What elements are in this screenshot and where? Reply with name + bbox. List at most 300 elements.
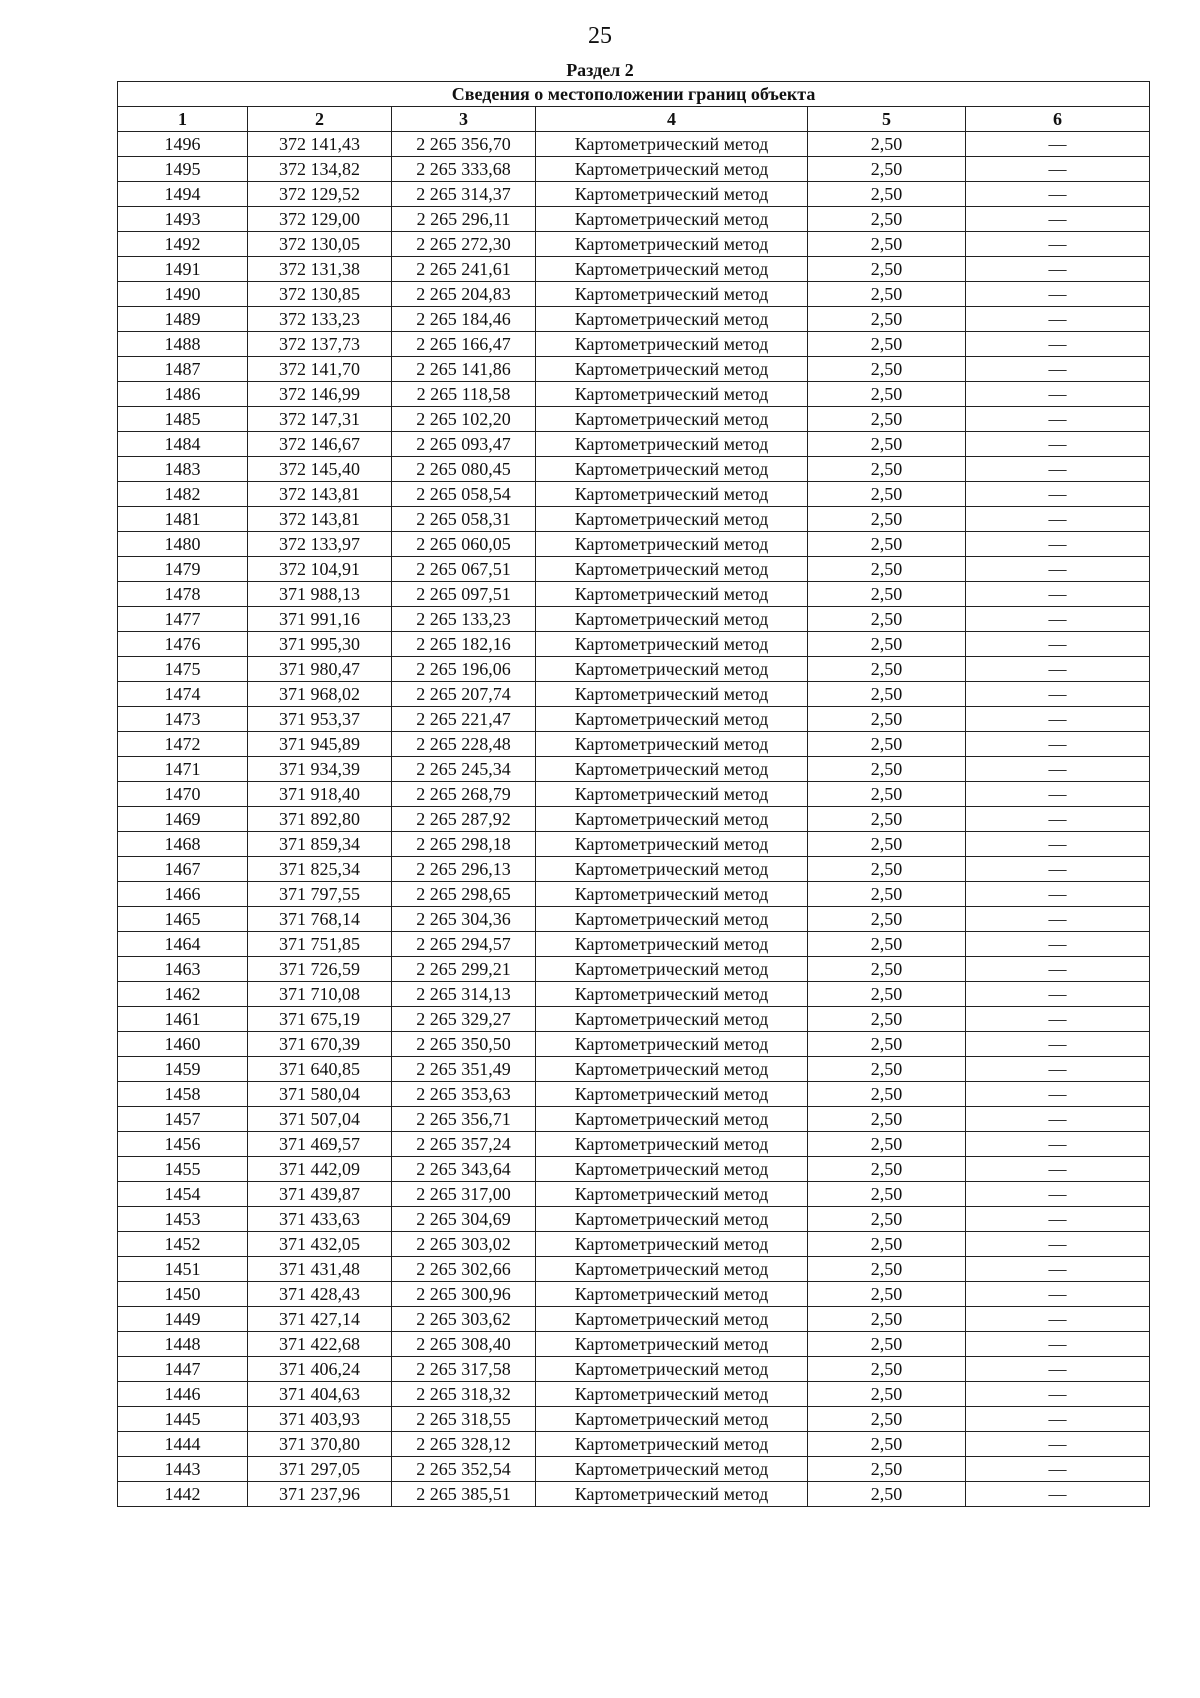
- x-coordinate-cell: 371 710,08: [248, 982, 392, 1007]
- boundary-coordinates-table: [117, 81, 1150, 1507]
- point-number-cell: 1453: [118, 1207, 248, 1232]
- table-row: [118, 382, 1150, 407]
- point-number-cell: 1489: [118, 307, 248, 332]
- table-row: [118, 232, 1150, 257]
- y-coordinate-cell: 2 265 299,21: [392, 957, 536, 982]
- point-number-cell: 1474: [118, 682, 248, 707]
- accuracy-cell: 2,50: [808, 1057, 966, 1082]
- table-row: [118, 1482, 1150, 1507]
- y-coordinate-cell: 2 265 303,62: [392, 1307, 536, 1332]
- note-cell: —: [966, 307, 1150, 332]
- x-coordinate-cell: 371 995,30: [248, 632, 392, 657]
- y-coordinate-cell: 2 265 294,57: [392, 932, 536, 957]
- table-row: [118, 1182, 1150, 1207]
- method-cell: Картометрический метод: [536, 232, 808, 257]
- method-cell: Картометрический метод: [536, 657, 808, 682]
- y-coordinate-cell: 2 265 318,32: [392, 1382, 536, 1407]
- table-row: [118, 957, 1150, 982]
- note-cell: —: [966, 1382, 1150, 1407]
- accuracy-cell: 2,50: [808, 1207, 966, 1232]
- table-row: [118, 1207, 1150, 1232]
- accuracy-cell: 2,50: [808, 1007, 966, 1032]
- point-number-cell: 1457: [118, 1107, 248, 1132]
- note-cell: —: [966, 282, 1150, 307]
- table-row: [118, 707, 1150, 732]
- y-coordinate-cell: 2 265 308,40: [392, 1332, 536, 1357]
- y-coordinate-cell: 2 265 385,51: [392, 1482, 536, 1507]
- method-cell: Картометрический метод: [536, 732, 808, 757]
- table-row: [118, 207, 1150, 232]
- y-coordinate-cell: 2 265 118,58: [392, 382, 536, 407]
- x-coordinate-cell: 372 145,40: [248, 457, 392, 482]
- x-coordinate-cell: 371 934,39: [248, 757, 392, 782]
- x-coordinate-cell: 371 945,89: [248, 732, 392, 757]
- column-header: 1: [118, 107, 248, 132]
- accuracy-cell: 2,50: [808, 1407, 966, 1432]
- accuracy-cell: 2,50: [808, 557, 966, 582]
- table-row: [118, 1307, 1150, 1332]
- y-coordinate-cell: 2 265 196,06: [392, 657, 536, 682]
- accuracy-cell: 2,50: [808, 157, 966, 182]
- accuracy-cell: 2,50: [808, 1157, 966, 1182]
- x-coordinate-cell: 372 147,31: [248, 407, 392, 432]
- note-cell: —: [966, 682, 1150, 707]
- x-coordinate-cell: 371 404,63: [248, 1382, 392, 1407]
- note-cell: —: [966, 1007, 1150, 1032]
- note-cell: —: [966, 1332, 1150, 1357]
- point-number-cell: 1467: [118, 857, 248, 882]
- point-number-cell: 1472: [118, 732, 248, 757]
- note-cell: —: [966, 482, 1150, 507]
- y-coordinate-cell: 2 265 329,27: [392, 1007, 536, 1032]
- point-number-cell: 1442: [118, 1482, 248, 1507]
- column-header: 6: [966, 107, 1150, 132]
- accuracy-cell: 2,50: [808, 1482, 966, 1507]
- note-cell: —: [966, 557, 1150, 582]
- y-coordinate-cell: 2 265 333,68: [392, 157, 536, 182]
- y-coordinate-cell: 2 265 058,54: [392, 482, 536, 507]
- note-cell: —: [966, 982, 1150, 1007]
- y-coordinate-cell: 2 265 067,51: [392, 557, 536, 582]
- y-coordinate-cell: 2 265 351,49: [392, 1057, 536, 1082]
- accuracy-cell: 2,50: [808, 307, 966, 332]
- accuracy-cell: 2,50: [808, 1257, 966, 1282]
- note-cell: —: [966, 1157, 1150, 1182]
- x-coordinate-cell: 371 797,55: [248, 882, 392, 907]
- note-cell: —: [966, 207, 1150, 232]
- table-row: [118, 1432, 1150, 1457]
- x-coordinate-cell: 371 427,14: [248, 1307, 392, 1332]
- note-cell: —: [966, 932, 1150, 957]
- column-number-row: [118, 107, 1150, 132]
- accuracy-cell: 2,50: [808, 382, 966, 407]
- y-coordinate-cell: 2 265 300,96: [392, 1282, 536, 1307]
- y-coordinate-cell: 2 265 350,50: [392, 1032, 536, 1057]
- accuracy-cell: 2,50: [808, 407, 966, 432]
- point-number-cell: 1465: [118, 907, 248, 932]
- x-coordinate-cell: 372 104,91: [248, 557, 392, 582]
- note-cell: —: [966, 707, 1150, 732]
- method-cell: Картометрический метод: [536, 432, 808, 457]
- method-cell: Картометрический метод: [536, 1082, 808, 1107]
- table-row: [118, 257, 1150, 282]
- accuracy-cell: 2,50: [808, 1182, 966, 1207]
- note-cell: —: [966, 1482, 1150, 1507]
- accuracy-cell: 2,50: [808, 207, 966, 232]
- point-number-cell: 1478: [118, 582, 248, 607]
- note-cell: —: [966, 632, 1150, 657]
- y-coordinate-cell: 2 265 141,86: [392, 357, 536, 382]
- table-row: [118, 632, 1150, 657]
- accuracy-cell: 2,50: [808, 432, 966, 457]
- x-coordinate-cell: 371 439,87: [248, 1182, 392, 1207]
- note-cell: —: [966, 1082, 1150, 1107]
- point-number-cell: 1471: [118, 757, 248, 782]
- method-cell: Картометрический метод: [536, 1332, 808, 1357]
- point-number-cell: 1446: [118, 1382, 248, 1407]
- note-cell: —: [966, 1107, 1150, 1132]
- y-coordinate-cell: 2 265 317,58: [392, 1357, 536, 1382]
- x-coordinate-cell: 371 370,80: [248, 1432, 392, 1457]
- point-number-cell: 1483: [118, 457, 248, 482]
- point-number-cell: 1450: [118, 1282, 248, 1307]
- table-row: [118, 1382, 1150, 1407]
- method-cell: Картометрический метод: [536, 682, 808, 707]
- y-coordinate-cell: 2 265 352,54: [392, 1457, 536, 1482]
- point-number-cell: 1460: [118, 1032, 248, 1057]
- method-cell: Картометрический метод: [536, 1457, 808, 1482]
- x-coordinate-cell: 372 143,81: [248, 482, 392, 507]
- method-cell: Картометрический метод: [536, 907, 808, 932]
- table-row: [118, 532, 1150, 557]
- y-coordinate-cell: 2 265 357,24: [392, 1132, 536, 1157]
- y-coordinate-cell: 2 265 058,31: [392, 507, 536, 532]
- point-number-cell: 1488: [118, 332, 248, 357]
- method-cell: Картометрический метод: [536, 207, 808, 232]
- y-coordinate-cell: 2 265 304,36: [392, 907, 536, 932]
- method-cell: Картометрический метод: [536, 582, 808, 607]
- table-row: [118, 1257, 1150, 1282]
- accuracy-cell: 2,50: [808, 632, 966, 657]
- y-coordinate-cell: 2 265 221,47: [392, 707, 536, 732]
- accuracy-cell: 2,50: [808, 1357, 966, 1382]
- method-cell: Картометрический метод: [536, 932, 808, 957]
- method-cell: Картометрический метод: [536, 1257, 808, 1282]
- point-number-cell: 1482: [118, 482, 248, 507]
- method-cell: Картометрический метод: [536, 382, 808, 407]
- accuracy-cell: 2,50: [808, 982, 966, 1007]
- table-row: [118, 657, 1150, 682]
- point-number-cell: 1490: [118, 282, 248, 307]
- accuracy-cell: 2,50: [808, 907, 966, 932]
- y-coordinate-cell: 2 265 298,18: [392, 832, 536, 857]
- point-number-cell: 1486: [118, 382, 248, 407]
- note-cell: —: [966, 532, 1150, 557]
- method-cell: Картометрический метод: [536, 1007, 808, 1032]
- x-coordinate-cell: 371 431,48: [248, 1257, 392, 1282]
- x-coordinate-cell: 371 422,68: [248, 1332, 392, 1357]
- x-coordinate-cell: 372 141,43: [248, 132, 392, 157]
- note-cell: —: [966, 957, 1150, 982]
- accuracy-cell: 2,50: [808, 1332, 966, 1357]
- y-coordinate-cell: 2 265 343,64: [392, 1157, 536, 1182]
- y-coordinate-cell: 2 265 268,79: [392, 782, 536, 807]
- x-coordinate-cell: 372 133,23: [248, 307, 392, 332]
- note-cell: —: [966, 857, 1150, 882]
- note-cell: —: [966, 907, 1150, 932]
- section-title: Раздел 2: [566, 60, 634, 80]
- accuracy-cell: 2,50: [808, 857, 966, 882]
- point-number-cell: 1445: [118, 1407, 248, 1432]
- x-coordinate-cell: 371 859,34: [248, 832, 392, 857]
- x-coordinate-cell: 371 968,02: [248, 682, 392, 707]
- method-cell: Картометрический метод: [536, 832, 808, 857]
- table-row: [118, 832, 1150, 857]
- accuracy-cell: 2,50: [808, 1107, 966, 1132]
- y-coordinate-cell: 2 265 060,05: [392, 532, 536, 557]
- method-cell: Картометрический метод: [536, 1107, 808, 1132]
- method-cell: Картометрический метод: [536, 632, 808, 657]
- y-coordinate-cell: 2 265 097,51: [392, 582, 536, 607]
- y-coordinate-cell: 2 265 102,20: [392, 407, 536, 432]
- accuracy-cell: 2,50: [808, 1307, 966, 1332]
- point-number-cell: 1476: [118, 632, 248, 657]
- table-row: [118, 1157, 1150, 1182]
- table-title-row: [118, 82, 1150, 107]
- table-row: [118, 1082, 1150, 1107]
- accuracy-cell: 2,50: [808, 532, 966, 557]
- method-cell: Картометрический метод: [536, 857, 808, 882]
- method-cell: Картометрический метод: [536, 807, 808, 832]
- method-cell: Картометрический метод: [536, 332, 808, 357]
- note-cell: —: [966, 732, 1150, 757]
- y-coordinate-cell: 2 265 245,34: [392, 757, 536, 782]
- note-cell: —: [966, 1457, 1150, 1482]
- note-cell: —: [966, 357, 1150, 382]
- note-cell: —: [966, 1257, 1150, 1282]
- note-cell: —: [966, 1407, 1150, 1432]
- point-number-cell: 1484: [118, 432, 248, 457]
- accuracy-cell: 2,50: [808, 507, 966, 532]
- point-number-cell: 1480: [118, 532, 248, 557]
- note-cell: —: [966, 757, 1150, 782]
- point-number-cell: 1456: [118, 1132, 248, 1157]
- note-cell: —: [966, 1232, 1150, 1257]
- point-number-cell: 1491: [118, 257, 248, 282]
- column-header: 2: [248, 107, 392, 132]
- accuracy-cell: 2,50: [808, 1032, 966, 1057]
- point-number-cell: 1479: [118, 557, 248, 582]
- method-cell: Картометрический метод: [536, 532, 808, 557]
- y-coordinate-cell: 2 265 287,92: [392, 807, 536, 832]
- x-coordinate-cell: 372 129,00: [248, 207, 392, 232]
- table-row: [118, 1032, 1150, 1057]
- note-cell: —: [966, 182, 1150, 207]
- table-row: [118, 882, 1150, 907]
- x-coordinate-cell: 371 507,04: [248, 1107, 392, 1132]
- accuracy-cell: 2,50: [808, 1232, 966, 1257]
- accuracy-cell: 2,50: [808, 882, 966, 907]
- method-cell: Картометрический метод: [536, 482, 808, 507]
- accuracy-cell: 2,50: [808, 782, 966, 807]
- accuracy-cell: 2,50: [808, 732, 966, 757]
- method-cell: Картометрический метод: [536, 982, 808, 1007]
- point-number-cell: 1449: [118, 1307, 248, 1332]
- x-coordinate-cell: 372 134,82: [248, 157, 392, 182]
- method-cell: Картометрический метод: [536, 1282, 808, 1307]
- method-cell: Картометрический метод: [536, 782, 808, 807]
- note-cell: —: [966, 607, 1150, 632]
- column-header: 3: [392, 107, 536, 132]
- accuracy-cell: 2,50: [808, 832, 966, 857]
- point-number-cell: 1443: [118, 1457, 248, 1482]
- method-cell: Картометрический метод: [536, 407, 808, 432]
- y-coordinate-cell: 2 265 093,47: [392, 432, 536, 457]
- note-cell: —: [966, 1357, 1150, 1382]
- method-cell: Картометрический метод: [536, 1432, 808, 1457]
- point-number-cell: 1464: [118, 932, 248, 957]
- x-coordinate-cell: 371 675,19: [248, 1007, 392, 1032]
- note-cell: —: [966, 157, 1150, 182]
- y-coordinate-cell: 2 265 304,69: [392, 1207, 536, 1232]
- x-coordinate-cell: 371 991,16: [248, 607, 392, 632]
- x-coordinate-cell: 372 133,97: [248, 532, 392, 557]
- table-title: Сведения о местоположении границ объекта: [118, 82, 1150, 107]
- table-row: [118, 1007, 1150, 1032]
- y-coordinate-cell: 2 265 228,48: [392, 732, 536, 757]
- point-number-cell: 1461: [118, 1007, 248, 1032]
- note-cell: —: [966, 1132, 1150, 1157]
- note-cell: —: [966, 832, 1150, 857]
- table-row: [118, 557, 1150, 582]
- y-coordinate-cell: 2 265 356,71: [392, 1107, 536, 1132]
- table-row: [118, 307, 1150, 332]
- method-cell: Картометрический метод: [536, 1232, 808, 1257]
- accuracy-cell: 2,50: [808, 607, 966, 632]
- x-coordinate-cell: 371 988,13: [248, 582, 392, 607]
- method-cell: Картометрический метод: [536, 1407, 808, 1432]
- note-cell: —: [966, 882, 1150, 907]
- x-coordinate-cell: 372 131,38: [248, 257, 392, 282]
- method-cell: Картометрический метод: [536, 507, 808, 532]
- table-row: [118, 332, 1150, 357]
- table-row: [118, 782, 1150, 807]
- accuracy-cell: 2,50: [808, 482, 966, 507]
- table-row: [118, 1407, 1150, 1432]
- method-cell: Картометрический метод: [536, 257, 808, 282]
- accuracy-cell: 2,50: [808, 1132, 966, 1157]
- table-row: [118, 1282, 1150, 1307]
- x-coordinate-cell: 371 768,14: [248, 907, 392, 932]
- x-coordinate-cell: 371 433,63: [248, 1207, 392, 1232]
- point-number-cell: 1477: [118, 607, 248, 632]
- point-number-cell: 1495: [118, 157, 248, 182]
- method-cell: Картометрический метод: [536, 132, 808, 157]
- note-cell: —: [966, 382, 1150, 407]
- note-cell: —: [966, 1057, 1150, 1082]
- point-number-cell: 1492: [118, 232, 248, 257]
- method-cell: Картометрический метод: [536, 182, 808, 207]
- method-cell: Картометрический метод: [536, 307, 808, 332]
- point-number-cell: 1466: [118, 882, 248, 907]
- note-cell: —: [966, 432, 1150, 457]
- note-cell: —: [966, 807, 1150, 832]
- point-number-cell: 1485: [118, 407, 248, 432]
- accuracy-cell: 2,50: [808, 357, 966, 382]
- note-cell: —: [966, 1282, 1150, 1307]
- y-coordinate-cell: 2 265 184,46: [392, 307, 536, 332]
- accuracy-cell: 2,50: [808, 1282, 966, 1307]
- note-cell: —: [966, 582, 1150, 607]
- accuracy-cell: 2,50: [808, 1382, 966, 1407]
- note-cell: —: [966, 657, 1150, 682]
- table-row: [118, 907, 1150, 932]
- method-cell: Картометрический метод: [536, 1132, 808, 1157]
- method-cell: Картометрический метод: [536, 882, 808, 907]
- accuracy-cell: 2,50: [808, 282, 966, 307]
- note-cell: —: [966, 782, 1150, 807]
- x-coordinate-cell: 371 892,80: [248, 807, 392, 832]
- table-row: [118, 982, 1150, 1007]
- method-cell: Картометрический метод: [536, 557, 808, 582]
- table-row: [118, 857, 1150, 882]
- method-cell: Картометрический метод: [536, 1182, 808, 1207]
- point-number-cell: 1455: [118, 1157, 248, 1182]
- table-row: [118, 482, 1150, 507]
- accuracy-cell: 2,50: [808, 807, 966, 832]
- point-number-cell: 1447: [118, 1357, 248, 1382]
- note-cell: —: [966, 1307, 1150, 1332]
- y-coordinate-cell: 2 265 241,61: [392, 257, 536, 282]
- method-cell: Картометрический метод: [536, 1032, 808, 1057]
- table-row: [118, 407, 1150, 432]
- y-coordinate-cell: 2 265 182,16: [392, 632, 536, 657]
- note-cell: —: [966, 1032, 1150, 1057]
- x-coordinate-cell: 372 129,52: [248, 182, 392, 207]
- y-coordinate-cell: 2 265 303,02: [392, 1232, 536, 1257]
- y-coordinate-cell: 2 265 356,70: [392, 132, 536, 157]
- table-row: [118, 582, 1150, 607]
- x-coordinate-cell: 371 918,40: [248, 782, 392, 807]
- table-row: [118, 932, 1150, 957]
- table-row: [118, 807, 1150, 832]
- point-number-cell: 1473: [118, 707, 248, 732]
- point-number-cell: 1481: [118, 507, 248, 532]
- accuracy-cell: 2,50: [808, 457, 966, 482]
- x-coordinate-cell: 371 953,37: [248, 707, 392, 732]
- x-coordinate-cell: 372 143,81: [248, 507, 392, 532]
- table-row: [118, 1457, 1150, 1482]
- method-cell: Картометрический метод: [536, 1207, 808, 1232]
- accuracy-cell: 2,50: [808, 657, 966, 682]
- x-coordinate-cell: 372 130,85: [248, 282, 392, 307]
- x-coordinate-cell: 371 297,05: [248, 1457, 392, 1482]
- x-coordinate-cell: 371 751,85: [248, 932, 392, 957]
- y-coordinate-cell: 2 265 080,45: [392, 457, 536, 482]
- method-cell: Картометрический метод: [536, 707, 808, 732]
- x-coordinate-cell: 371 406,24: [248, 1357, 392, 1382]
- accuracy-cell: 2,50: [808, 932, 966, 957]
- table-row: [118, 132, 1150, 157]
- point-number-cell: 1458: [118, 1082, 248, 1107]
- accuracy-cell: 2,50: [808, 232, 966, 257]
- y-coordinate-cell: 2 265 317,00: [392, 1182, 536, 1207]
- method-cell: Картометрический метод: [536, 1382, 808, 1407]
- x-coordinate-cell: 371 469,57: [248, 1132, 392, 1157]
- table-row: [118, 1107, 1150, 1132]
- method-cell: Картометрический метод: [536, 957, 808, 982]
- y-coordinate-cell: 2 265 166,47: [392, 332, 536, 357]
